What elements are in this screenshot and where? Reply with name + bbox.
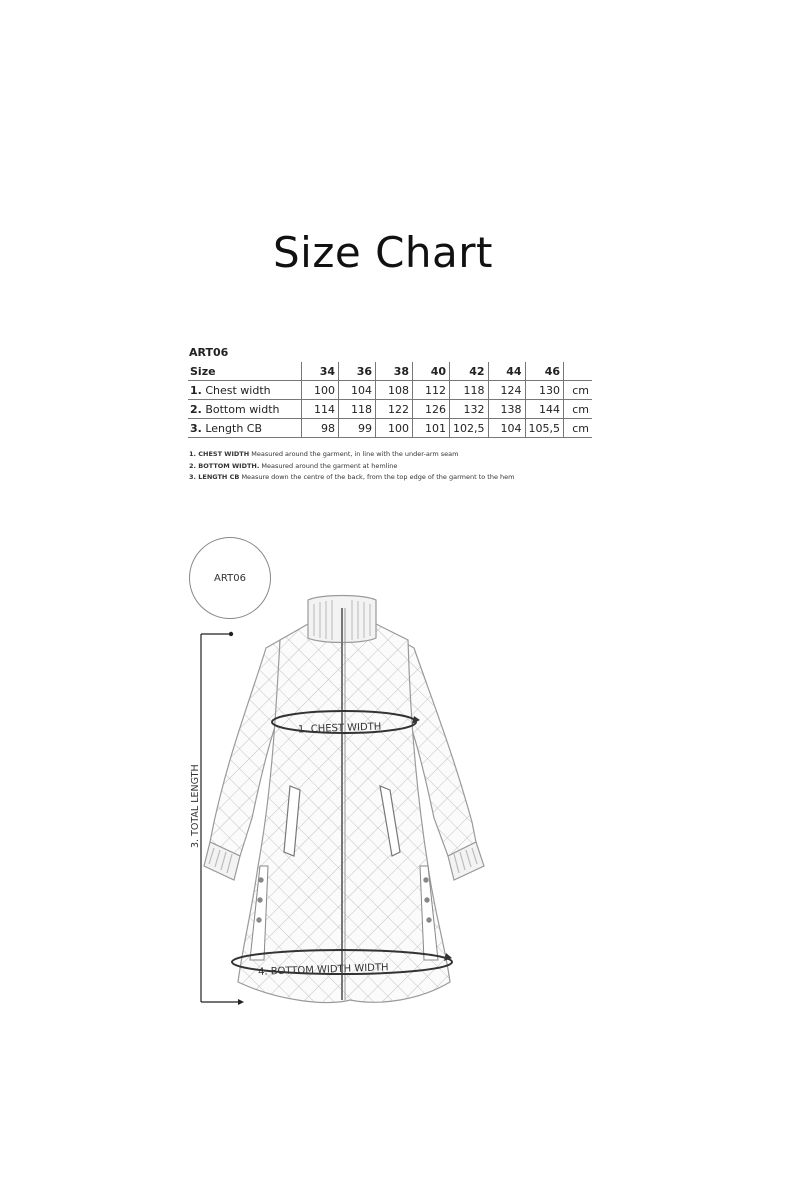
table-cell: 108 (376, 381, 413, 400)
model-badge: ART06 (189, 537, 271, 619)
size-row (188, 381, 592, 400)
garment-diagram (180, 590, 500, 1020)
row-text: Bottom width (205, 402, 280, 416)
note-key: 1. CHEST WIDTH (189, 450, 250, 458)
size-row (188, 400, 592, 419)
table-cell: 124 (488, 381, 525, 400)
header-size: 38 (376, 362, 413, 381)
note-text: Measured around the garment at hemline (261, 461, 398, 470)
note-text: Measured around the garment, in line with the under-arm seam (251, 450, 459, 458)
header-size: 46 (525, 362, 564, 381)
table-cell: 100 (302, 381, 339, 400)
table-cell: 132 (450, 400, 489, 419)
table-cell: 118 (339, 400, 376, 419)
header-size: 42 (450, 362, 489, 381)
table-cell: 138 (488, 400, 525, 419)
header-size: 44 (488, 362, 525, 381)
unit-cell: cm (564, 381, 593, 400)
note-key: 3. LENGTH CB (189, 473, 240, 481)
unit-cell: cm (564, 419, 593, 438)
table-cell: 98 (302, 419, 339, 438)
row-number: 2. (190, 402, 202, 416)
table-cell: 105,5 (525, 419, 564, 438)
size-row (188, 419, 592, 438)
table-cell: 114 (302, 400, 339, 419)
note-text: Measure down the centre of the back, from the top edge of the garment to the hem (241, 473, 515, 481)
note-line (189, 461, 514, 473)
size-header-row (188, 362, 592, 381)
header-size (564, 362, 593, 381)
row-text: Length CB (205, 421, 263, 435)
row-label (188, 419, 302, 438)
table-cell: 101 (413, 419, 450, 438)
row-number: 3. (190, 421, 202, 435)
table-cell: 104 (488, 419, 525, 438)
table-cell: 112 (413, 381, 450, 400)
size-table (188, 362, 592, 438)
table-cell: 144 (525, 400, 564, 419)
table-cell: 118 (450, 381, 489, 400)
table-cell: 130 (525, 381, 564, 400)
header-size: 40 (413, 362, 450, 381)
row-number: 1. (190, 383, 202, 397)
note-line (189, 472, 514, 484)
note-key: 2. BOTTOM WIDTH. (189, 461, 260, 470)
row-text: Chest width (205, 383, 271, 397)
table-cell: 126 (413, 400, 450, 419)
table-cell: 122 (376, 400, 413, 419)
table-cell: 104 (339, 381, 376, 400)
row-label (188, 381, 302, 400)
model-code: ART06 (189, 346, 229, 359)
table-cell: 102,5 (450, 419, 489, 438)
page-title: Size Chart (273, 228, 493, 277)
header-size: 36 (339, 362, 376, 381)
table-cell: 100 (376, 419, 413, 438)
bottom-width-label: 4. BOTTOM WIDTH WIDTH (257, 962, 389, 978)
unit-cell: cm (564, 400, 593, 419)
header-size: 34 (302, 362, 339, 381)
header-label: Size (188, 362, 302, 381)
chest-width-label: 1. CHEST WIDTH (297, 721, 382, 736)
note-line (189, 449, 514, 461)
length-label: 3. TOTAL LENGTH (190, 764, 201, 848)
row-label (188, 400, 302, 419)
measurement-notes (189, 449, 514, 484)
table-cell: 99 (339, 419, 376, 438)
